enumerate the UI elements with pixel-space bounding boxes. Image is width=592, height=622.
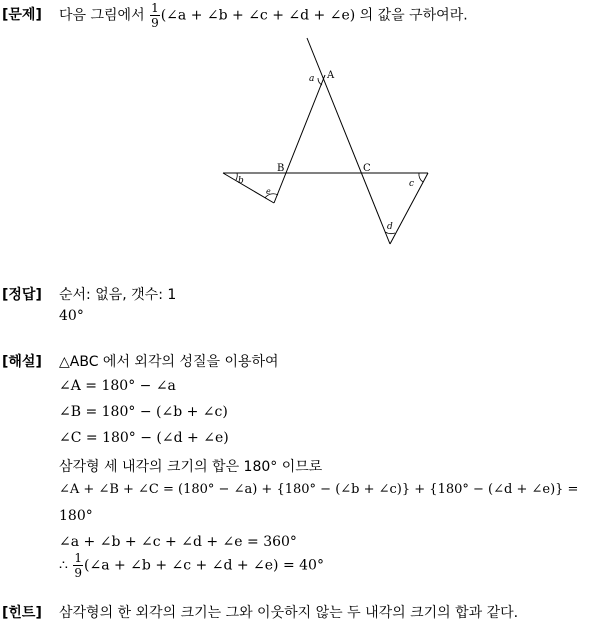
label-A: A (327, 70, 335, 81)
label-angle-c: c (409, 179, 415, 189)
solution-line-1: △ABC 에서 외각의 성질을 이용하여 (59, 354, 279, 370)
label-angle-b: b (238, 176, 244, 186)
solution-line-8: ∠a + ∠b + ∠c + ∠d + ∠e = 360° (59, 534, 297, 550)
problem-lead: 다음 그림에서 (59, 7, 145, 24)
solution-line-7: 180° (59, 508, 93, 524)
label-angle-e: e (266, 187, 271, 196)
hint-text: 삼각형의 한 외각의 크기는 그와 이웃하지 않는 두 내각의 크기의 합과 같다. (59, 605, 519, 621)
solution-fraction-denominator: 9 (74, 566, 83, 580)
label-C: C (363, 163, 371, 174)
solution-line-2: ∠A = 180° − ∠a (59, 378, 176, 394)
problem-fraction-denominator: 9 (151, 16, 159, 30)
solution-line-5: 삼각형 세 내각의 크기의 합은 180° 이므로 (59, 459, 323, 475)
hint-tag: [힌트] (2, 605, 42, 621)
answer-meta: 순서: 없음, 갯수: 1 (59, 287, 177, 303)
solution-fraction (73, 552, 83, 579)
problem-tail: 의 값을 구하여라. (359, 7, 468, 24)
label-B: B (277, 163, 285, 174)
arc-c (419, 173, 423, 182)
solution-fraction-numerator: 1 (74, 551, 83, 565)
solution-line-3: ∠B = 180° − (∠b + ∠c) (59, 404, 228, 420)
solution-tag: [해설] (2, 354, 42, 370)
therefore-symbol: ∴ (59, 557, 68, 574)
answer-tag: [정답] (2, 287, 42, 303)
line-a-to-lower-b (274, 75, 325, 203)
arc-d (385, 232, 395, 234)
problem-fraction-numerator: 1 (151, 1, 159, 15)
solution-line-6: ∠A + ∠B + ∠C = (180° − ∠a) + {180° − (∠b + ∠c)} + {180° − (∠d + ∠e)} = (59, 482, 579, 497)
label-angle-a: a (309, 74, 315, 84)
answer-value: 40° (59, 308, 84, 324)
solution-line-4: ∠C = 180° − (∠d + ∠e) (59, 430, 229, 446)
solution-line-9 (59, 552, 324, 579)
geometry-figure (0, 0, 592, 260)
problem-expression: (∠a + ∠b + ∠c + ∠d + ∠e) (160, 7, 356, 24)
problem-tag: [문제] (2, 7, 42, 23)
line-through-a-to-d (307, 38, 390, 244)
solution-final-expression: (∠a + ∠b + ∠c + ∠d + ∠e) = 40° (84, 557, 324, 574)
label-angle-d: d (387, 222, 393, 232)
